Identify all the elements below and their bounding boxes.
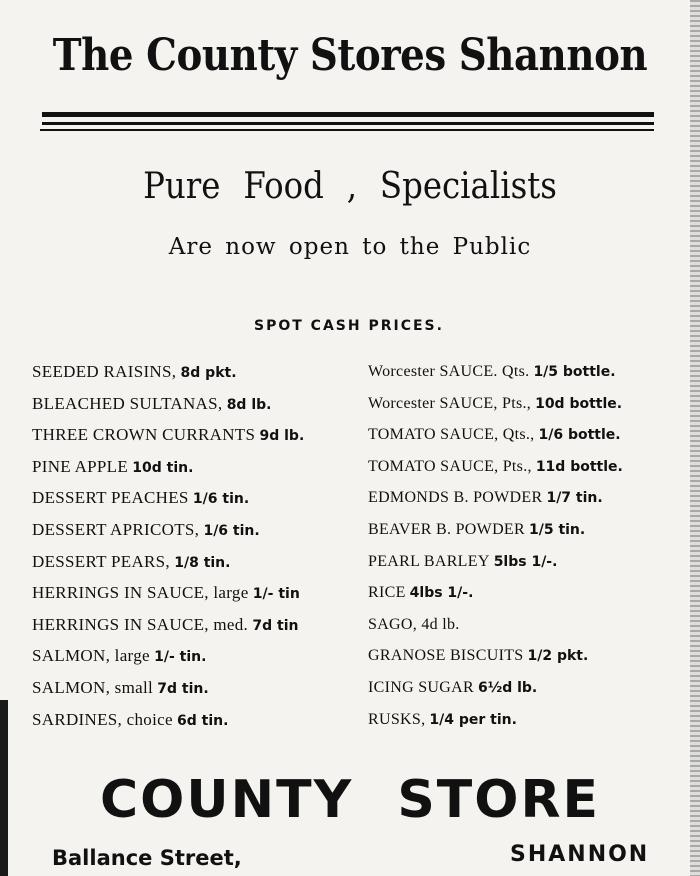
item-price: 7d tin xyxy=(252,617,299,634)
item-name: SAGO, 4d lb. xyxy=(368,615,460,633)
price-item xyxy=(368,388,623,420)
subline: Are now open to the Public xyxy=(168,234,532,260)
item-name: GRANOSE BISCUITS xyxy=(368,647,524,665)
price-item xyxy=(32,388,304,420)
item-price: 4lbs 1/-. xyxy=(409,585,474,602)
price-item xyxy=(368,609,623,641)
item-name: PINE APPLE xyxy=(32,456,129,476)
tagline: Pure Food , Specialists xyxy=(143,166,557,207)
item-name: BEAVER B. POWDER xyxy=(368,520,525,538)
price-item xyxy=(32,451,304,483)
item-price: 1/7 tin. xyxy=(546,490,603,507)
price-item xyxy=(32,419,304,451)
item-price: 10d bottle. xyxy=(535,395,623,412)
item-name: SARDINES, choice xyxy=(32,709,173,729)
item-name: DESSERT PEACHES xyxy=(32,488,189,508)
item-name: HERRINGS IN SAUCE, med. xyxy=(32,614,249,634)
price-item xyxy=(368,640,623,672)
price-item xyxy=(368,419,623,451)
item-price: 5lbs 1/-. xyxy=(493,553,558,570)
price-item xyxy=(32,672,304,704)
item-price: 1/8 tin. xyxy=(174,554,231,571)
price-item xyxy=(32,482,304,514)
item-price: 1/6 bottle. xyxy=(538,427,621,444)
price-item xyxy=(32,609,304,641)
item-name: PEARL BARLEY xyxy=(368,552,490,570)
item-name: RICE xyxy=(368,584,406,602)
price-item xyxy=(32,514,304,546)
item-price: 7d tin. xyxy=(157,680,209,697)
item-name: TOMATO SAUCE, Qts., xyxy=(368,426,535,444)
item-name: DESSERT APRICOTS, xyxy=(32,519,200,539)
masthead-rule xyxy=(40,129,654,131)
item-price: 1/4 per tin. xyxy=(429,711,517,728)
item-name: SALMON, small xyxy=(32,677,154,697)
item-name: Worcester SAUCE, Pts., xyxy=(368,394,532,412)
item-price: 6d tin. xyxy=(177,712,229,729)
price-item xyxy=(368,356,623,388)
item-name: DESSERT PEARS, xyxy=(32,551,170,571)
masthead-rule xyxy=(42,122,654,125)
price-item xyxy=(32,356,304,388)
item-name: EDMONDS B. POWDER xyxy=(368,489,543,507)
item-price: 1/6 tin. xyxy=(203,522,260,539)
item-name: SALMON, large xyxy=(32,646,150,666)
price-item xyxy=(368,482,623,514)
price-item xyxy=(368,514,623,546)
item-name: RUSKS, xyxy=(368,710,426,728)
price-item xyxy=(32,546,304,578)
address-town: SHANNON xyxy=(510,842,650,867)
price-item xyxy=(368,577,623,609)
item-price: 1/5 tin. xyxy=(528,521,586,538)
item-price: 1/5 bottle. xyxy=(533,364,616,380)
price-list-right xyxy=(368,356,623,735)
item-name: Worcester SAUCE. Qts. xyxy=(368,363,530,380)
item-price: 8d lb. xyxy=(226,396,272,413)
masthead-rule xyxy=(42,112,654,117)
item-name: BLEACHED SULTANAS, xyxy=(32,393,223,413)
price-item xyxy=(368,704,623,736)
price-item xyxy=(368,546,623,578)
item-price: 1/- tin xyxy=(252,586,300,603)
item-price: 11d bottle. xyxy=(535,458,623,475)
item-name: THREE CROWN CURRANTS xyxy=(32,425,256,445)
address-street: Ballance Street, xyxy=(52,846,242,870)
item-price: 8d pkt. xyxy=(180,365,237,381)
price-item xyxy=(32,704,304,736)
page-edge-right xyxy=(690,0,700,876)
price-item xyxy=(368,672,623,704)
masthead-title: The County Stores Shannon xyxy=(52,30,648,81)
item-price: 10d tin. xyxy=(132,459,194,476)
item-price: 1/6 tin. xyxy=(192,491,250,508)
item-price: 1/2 pkt. xyxy=(527,648,589,665)
item-price: 6½d lb. xyxy=(477,679,538,696)
price-item xyxy=(368,451,623,483)
item-name: HERRINGS IN SAUCE, large xyxy=(32,583,249,603)
prices-heading: SPOT CASH PRICES. xyxy=(254,318,444,334)
price-item xyxy=(32,577,304,609)
item-name: ICING SUGAR xyxy=(368,678,474,696)
item-name: TOMATO SAUCE, Pts., xyxy=(368,457,532,475)
store-name: COUNTY STORE xyxy=(99,770,601,830)
item-price: 1/- tin. xyxy=(154,649,207,666)
price-item xyxy=(32,640,304,672)
item-price: 9d lb. xyxy=(259,428,305,445)
item-name: SEEDED RAISINS, xyxy=(32,362,177,381)
price-list-left xyxy=(32,356,304,735)
